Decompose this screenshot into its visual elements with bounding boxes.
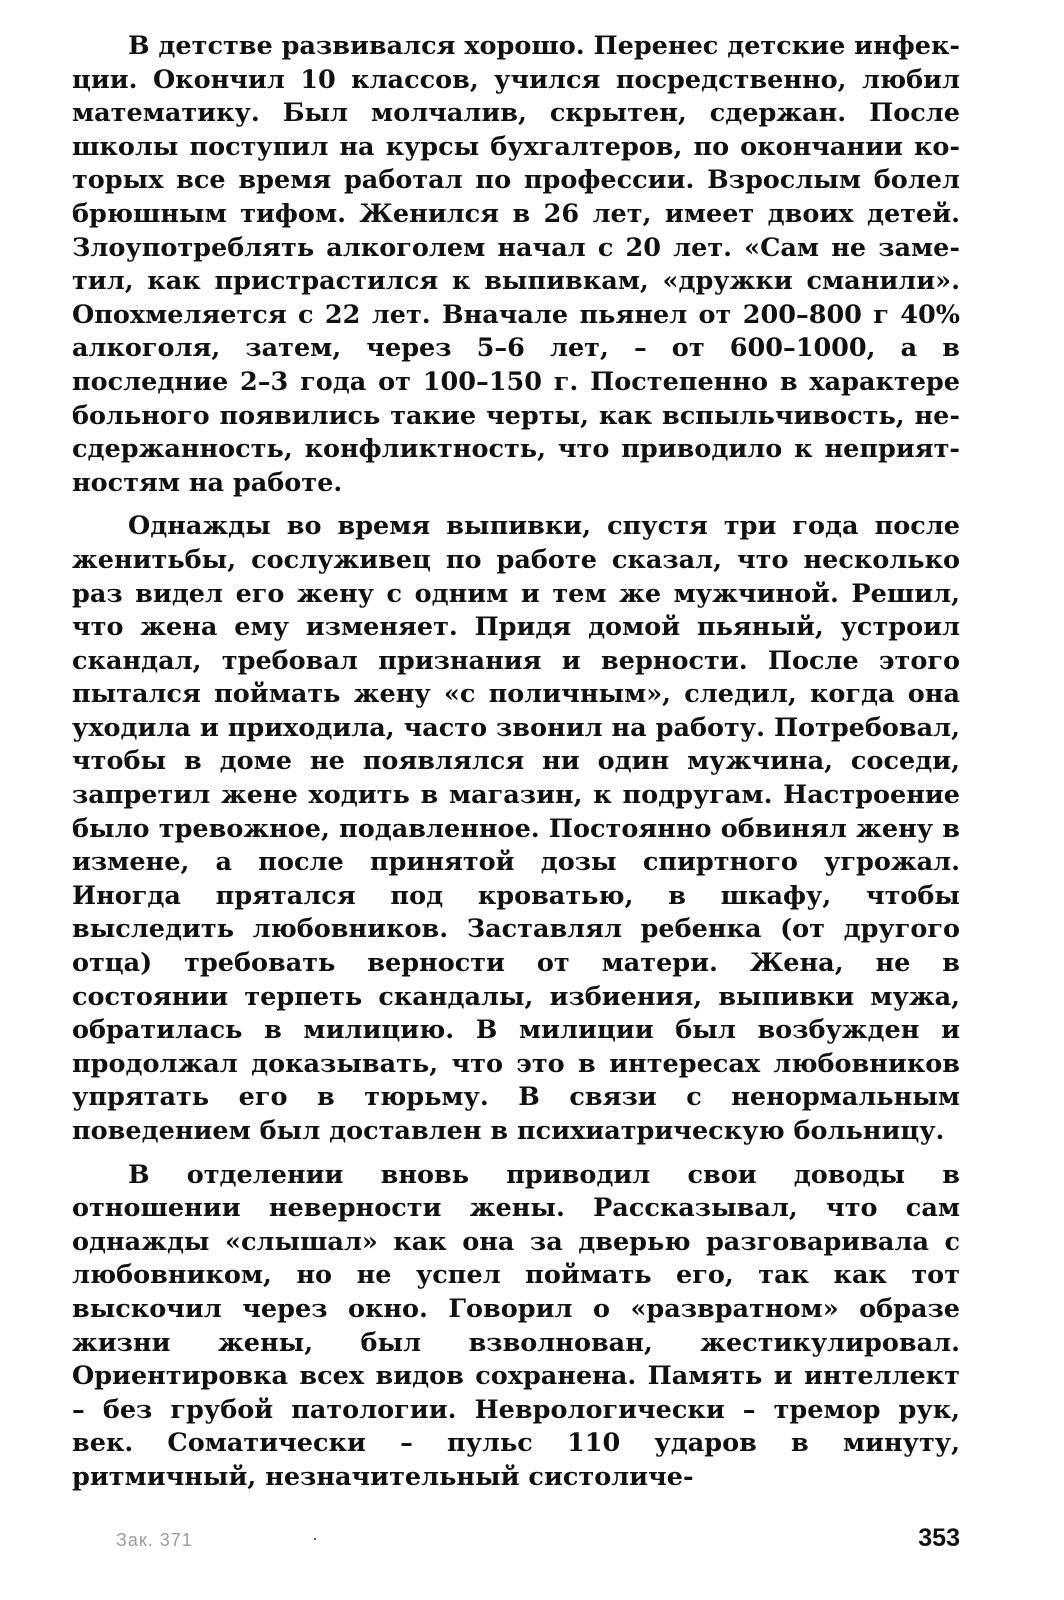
page-number: 353	[918, 1524, 960, 1552]
main-text	[72, 30, 960, 1495]
paragraph-ward-status: В отделении вновь приводил свои доводы в отношении неверности жены. Рассказывал, что сам однажды «слышал» как она за дверью разговаривала с любовником, но не успел поймать его, так как тот выскочил через окно. Говорил о «развратном» образе жизни жены, был взволнован, жестикулировал. Ориентировка всех видов сохранена. Память и интеллект – без грубой патологии. Неврологически – тремор рук, век. Соматически – пульс 110 ударов в минуту, ритмичный, незначительный систоличе-	[72, 1159, 960, 1492]
paragraph-jealousy: Однажды во время выпивки, спустя три года после женитьбы, сослуживец по работе сказал, что несколько раз видел его жену с одним и тем же мужчиной. Решил, что жена ему изменяет. Придя домой пьяный, устроил скандал, требовал признания и верности. После этого пытался поймать жену «с поличным», следил, когда она уходила и приходила, часто звонил на работу. Потребовал, чтобы в доме не появлялся ни один мужчина, соседи, запретил жене ходить в магазин, к подругам. Настроение было тревожное, подавленное. Постоянно обвинял жену в измене, а после принятой дозы спиртного угрожал. Иногда прятался под кроватью, в шкафу, чтобы выследить любовников. Заставлял ребенка (от другого отца) требовать верности от матери. Жена, не в состоянии терпеть скандалы, избиения, выпивки мужа, обратилась в милицию. В милиции был возбужден и продолжал доказывать, что это в интересах любовников упрятать его в тюрьму. В связи с ненормальным поведением был доставлен в психиатрическую больницу.	[72, 511, 960, 1146]
book-page	[72, 30, 960, 1570]
printing-signature: Зак. 371	[116, 1530, 193, 1550]
page-footer	[72, 1522, 960, 1562]
paragraph-anamnesis: В детстве развивался хорошо. Перенес детские инфекции. Окончил 10 классов, учился посредственно, любил математику. Был молчалив, скрытен, сдержан. После школы поступил на курсы бухгалтеров, по окончании которых все время работал по профессии. Взрослым болел брюшным тифом. Женился в 26 лет, имеет двоих детей. Злоупотреблять алкоголем начал с 20 лет. «Сам не заметил, как пристрастился к выпивкам, «дружки сманили». Опохмеляется с 22 лет. Вначале пьянел от 200–800 г 40% алкоголя, затем, через 5–6 лет, – от 600–1000, а в последние 2–3 года от 100–150 г. Постепенно в характере больного появились такие черты, как вспыльчивость, несдержанность, конфликтность, что приводило к неприятностям на работе.	[72, 31, 960, 498]
footer-mark: ·	[312, 1528, 318, 1548]
